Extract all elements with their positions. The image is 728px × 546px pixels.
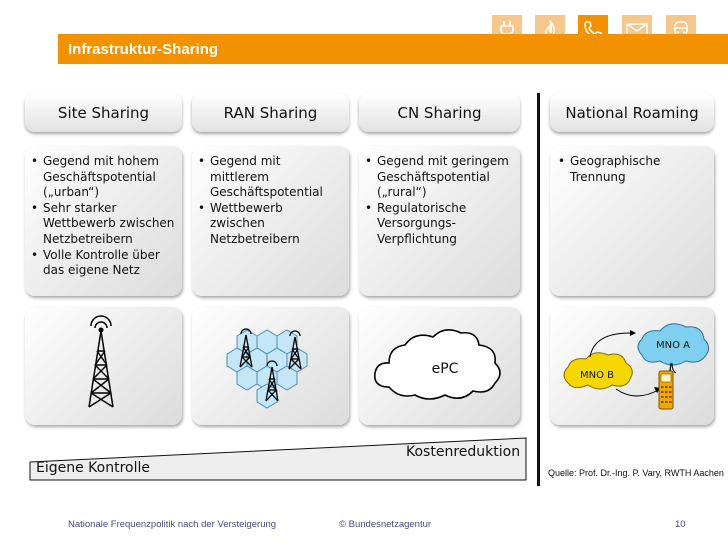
cn-sharing-image-box	[359, 307, 520, 425]
national-roaming-text-box	[550, 146, 714, 296]
national-roaming-image-box	[550, 307, 714, 425]
epc-label: ePC	[431, 361, 459, 377]
header-national-roaming: National Roaming	[550, 93, 714, 132]
bullet-item: • Geographische Trennung	[556, 154, 710, 185]
cell-grid-icon	[192, 307, 349, 425]
bullet-item: • Regulatorische Versorgungs- Verpflichtung	[363, 201, 516, 248]
site-sharing-image-box	[25, 307, 182, 425]
bullet-item: • Sehr starker Wettbewerb zwischen Netzbetreibern	[29, 201, 178, 248]
bullet-item: • Gegend mit hohem Geschäftspotential („urban“)	[29, 154, 178, 201]
vertical-divider	[537, 93, 540, 486]
bullet-item: • Gegend mit geringem Geschäftspotential („rural“)	[363, 154, 516, 201]
site-sharing-text-box	[25, 146, 182, 296]
footer-title: Nationale Frequenzpolitik nach der Versteigerung	[68, 519, 277, 530]
mno-b-label: MNO B	[579, 370, 615, 381]
page-number: 10	[675, 519, 686, 530]
bullet-item: • Gegend mit mittlerem Geschäftspotential	[196, 154, 345, 201]
header-site-sharing: Site Sharing	[25, 93, 182, 132]
header-ran-sharing: RAN Sharing	[192, 93, 349, 132]
header-cn-sharing: CN Sharing	[359, 93, 520, 132]
ran-sharing-text-box	[192, 146, 349, 296]
top-bar	[0, 0, 728, 68]
ran-sharing-image-box	[192, 307, 349, 425]
tower-icon	[25, 307, 182, 425]
eigene-kontrolle-label: Eigene Kontrolle	[36, 460, 150, 476]
mobile-phone-icon	[659, 363, 673, 409]
footer-copyright: © Bundesnetzagentur	[339, 519, 432, 530]
bullet-item: • Volle Kontrolle über das eigene Netz	[29, 248, 178, 279]
mno-a-label: MNO A	[656, 340, 690, 351]
kostenreduktion-label: Kostenreduktion	[406, 444, 521, 460]
source-citation: Quelle: Prof. Dr.-Ing. P. Vary, RWTH Aachen	[548, 468, 724, 478]
slide-title: Infrastruktur-Sharing	[68, 41, 219, 58]
bullet-item: • Wettbewerb zwischen Netzbetreibern	[196, 201, 345, 248]
cn-sharing-text-box	[359, 146, 520, 296]
